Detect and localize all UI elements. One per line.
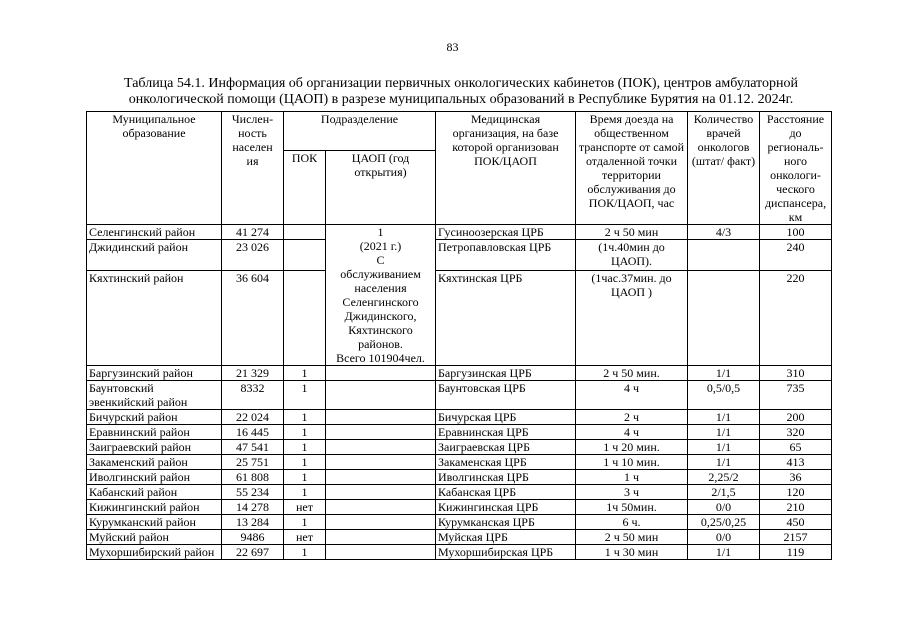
header-distance: Расстояние до региональ-ного онкологи-ческого диспансера, км bbox=[760, 112, 832, 225]
population-cell: 41 274 bbox=[222, 225, 284, 240]
population-cell: 22 697 bbox=[222, 545, 284, 560]
distance-cell: 200 bbox=[760, 410, 832, 425]
municipality-cell: Иволгинский район bbox=[87, 470, 222, 485]
doctors-cell: 1/1 bbox=[688, 366, 760, 381]
medical-org-cell: Бичурская ЦРБ bbox=[436, 410, 576, 425]
population-cell: 13 284 bbox=[222, 515, 284, 530]
distance-cell: 735 bbox=[760, 381, 832, 410]
municipality-cell: Курумканский район bbox=[87, 515, 222, 530]
travel-time-cell: (1час.37мин. до ЦАОП ) bbox=[576, 271, 688, 366]
caop-cell bbox=[326, 440, 436, 455]
distance-cell: 120 bbox=[760, 485, 832, 500]
distance-cell: 36 bbox=[760, 470, 832, 485]
medical-org-cell: Баргузинская ЦРБ bbox=[436, 366, 576, 381]
caop-cell bbox=[326, 425, 436, 440]
caop-cell bbox=[326, 530, 436, 545]
population-cell: 8332 bbox=[222, 381, 284, 410]
travel-time-cell: (1ч.40мин до ЦАОП). bbox=[576, 240, 688, 271]
caop-cell bbox=[326, 545, 436, 560]
header-row bbox=[87, 112, 832, 151]
medical-org-cell: Баунтовская ЦРБ bbox=[436, 381, 576, 410]
doctors-cell: 1/1 bbox=[688, 440, 760, 455]
distance-cell: 210 bbox=[760, 500, 832, 515]
header-travel-time: Время доезда на общественном транспорте от самой отдаленной точки территории обслуживания до ПОК/ЦАОП, час bbox=[576, 112, 688, 225]
pok-cell: 1 bbox=[284, 425, 326, 440]
table-row bbox=[87, 440, 832, 455]
travel-time-cell: 4 ч bbox=[576, 425, 688, 440]
municipality-cell: Селенгинский район bbox=[87, 225, 222, 240]
oncology-table bbox=[86, 111, 832, 560]
municipality-cell: Еравнинский район bbox=[87, 425, 222, 440]
pok-cell: 1 bbox=[284, 440, 326, 455]
table-row bbox=[87, 500, 832, 515]
doctors-cell: 4/3 bbox=[688, 225, 760, 240]
travel-time-cell: 2 ч 50 мин. bbox=[576, 366, 688, 381]
pok-cell bbox=[284, 271, 326, 366]
travel-time-cell: 2 ч 50 мин bbox=[576, 225, 688, 240]
population-cell: 36 604 bbox=[222, 271, 284, 366]
pok-cell: 1 bbox=[284, 515, 326, 530]
municipality-cell: Джидинский район bbox=[87, 240, 222, 271]
municipality-cell: Мухоршибирский район bbox=[87, 545, 222, 560]
table-row bbox=[87, 470, 832, 485]
doctors-cell: 0,5/0,5 bbox=[688, 381, 760, 410]
table-caption: Таблица 54.1. Информация об организации первичных онкологических кабинетов (ПОК), центров амбулаторной онкологической помощи (ЦАОП) в разрезе муниципальных образований в Республике Бурятия на 01.12. 2024г. bbox=[124, 76, 798, 107]
distance-cell: 2157 bbox=[760, 530, 832, 545]
population-cell: 25 751 bbox=[222, 455, 284, 470]
table-row bbox=[87, 455, 832, 470]
doctors-cell: 1/1 bbox=[688, 425, 760, 440]
population-cell: 9486 bbox=[222, 530, 284, 545]
medical-org-cell: Гусиноозерская ЦРБ bbox=[436, 225, 576, 240]
distance-cell: 100 bbox=[760, 225, 832, 240]
pok-cell bbox=[284, 240, 326, 271]
header-medical-org: Медицинская организация, на базе которой организован ПОК/ЦАОП bbox=[436, 112, 576, 225]
header-population: Числен- ность населен ия bbox=[222, 112, 284, 225]
distance-cell: 65 bbox=[760, 440, 832, 455]
travel-time-cell: 1 ч 20 мин. bbox=[576, 440, 688, 455]
distance-cell: 240 bbox=[760, 240, 832, 271]
medical-org-cell: Кижингинская ЦРБ bbox=[436, 500, 576, 515]
doctors-cell: 0/0 bbox=[688, 500, 760, 515]
pok-cell: 1 bbox=[284, 381, 326, 410]
medical-org-cell: Муйская ЦРБ bbox=[436, 530, 576, 545]
caop-cell: 1 (2021 г.) С обслуживанием населения Селенгинского Джидинского, Кяхтинского районов. Всего 101904чел. bbox=[326, 225, 436, 366]
table-row bbox=[87, 381, 832, 410]
medical-org-cell: Иволгинская ЦРБ bbox=[436, 470, 576, 485]
medical-org-cell: Петропавловская ЦРБ bbox=[436, 240, 576, 271]
municipality-cell: Баунтовский эвенкийский район bbox=[87, 381, 222, 410]
doctors-cell: 1/1 bbox=[688, 545, 760, 560]
main-rows bbox=[87, 366, 832, 560]
table-row bbox=[87, 366, 832, 381]
medical-org-cell: Кяхтинская ЦРБ bbox=[436, 271, 576, 366]
population-cell: 61 808 bbox=[222, 470, 284, 485]
population-cell: 23 026 bbox=[222, 240, 284, 271]
population-cell: 55 234 bbox=[222, 485, 284, 500]
doctors-cell: 2/1,5 bbox=[688, 485, 760, 500]
travel-time-cell: 3 ч bbox=[576, 485, 688, 500]
municipality-cell: Кабанский район bbox=[87, 485, 222, 500]
caop-cell bbox=[326, 366, 436, 381]
pok-cell: 1 bbox=[284, 485, 326, 500]
travel-time-cell: 1 ч 10 мин. bbox=[576, 455, 688, 470]
pok-cell: 1 bbox=[284, 410, 326, 425]
pok-cell: нет bbox=[284, 500, 326, 515]
municipality-cell: Заиграевский район bbox=[87, 440, 222, 455]
municipality-cell: Кижингинский район bbox=[87, 500, 222, 515]
caop-cell bbox=[326, 381, 436, 410]
travel-time-cell: 1 ч bbox=[576, 470, 688, 485]
distance-cell: 310 bbox=[760, 366, 832, 381]
doctors-cell: 2,25/2 bbox=[688, 470, 760, 485]
medical-org-cell: Курумканская ЦРБ bbox=[436, 515, 576, 530]
doctors-cell: 1/1 bbox=[688, 410, 760, 425]
table-row bbox=[87, 485, 832, 500]
table-row bbox=[87, 271, 832, 366]
travel-time-cell: 1 ч 30 мин bbox=[576, 545, 688, 560]
municipality-cell: Муйский район bbox=[87, 530, 222, 545]
distance-cell: 413 bbox=[760, 455, 832, 470]
doctors-cell: 1/1 bbox=[688, 455, 760, 470]
header-pok: ПОК bbox=[284, 150, 326, 224]
medical-org-cell: Заиграевская ЦРБ bbox=[436, 440, 576, 455]
municipality-cell: Кяхтинский район bbox=[87, 271, 222, 366]
distance-cell: 220 bbox=[760, 271, 832, 366]
pok-cell: нет bbox=[284, 530, 326, 545]
table-row bbox=[87, 410, 832, 425]
distance-cell: 320 bbox=[760, 425, 832, 440]
distance-cell: 119 bbox=[760, 545, 832, 560]
population-cell: 47 541 bbox=[222, 440, 284, 455]
caop-cell bbox=[326, 410, 436, 425]
doctors-cell: 0,25/0,25 bbox=[688, 515, 760, 530]
travel-time-cell: 2 ч 50 мин bbox=[576, 530, 688, 545]
medical-org-cell: Закаменская ЦРБ bbox=[436, 455, 576, 470]
header-subdivision: Подразделение bbox=[284, 112, 436, 151]
travel-time-cell: 6 ч. bbox=[576, 515, 688, 530]
pok-cell: 1 bbox=[284, 455, 326, 470]
table-row bbox=[87, 225, 832, 240]
caop-cell bbox=[326, 500, 436, 515]
population-cell: 14 278 bbox=[222, 500, 284, 515]
population-cell: 22 024 bbox=[222, 410, 284, 425]
medical-org-cell: Мухоршибирская ЦРБ bbox=[436, 545, 576, 560]
travel-time-cell: 2 ч bbox=[576, 410, 688, 425]
travel-time-cell: 1ч 50мин. bbox=[576, 500, 688, 515]
pok-cell: 1 bbox=[284, 470, 326, 485]
medical-org-cell: Еравнинская ЦРБ bbox=[436, 425, 576, 440]
table-row bbox=[87, 515, 832, 530]
page-number: 83 bbox=[446, 40, 459, 54]
doctors-cell bbox=[688, 271, 760, 366]
caop-cell bbox=[326, 485, 436, 500]
municipality-cell: Бичурский район bbox=[87, 410, 222, 425]
distance-cell: 450 bbox=[760, 515, 832, 530]
medical-org-cell: Кабанская ЦРБ bbox=[436, 485, 576, 500]
table-row bbox=[87, 425, 832, 440]
caop-cell bbox=[326, 455, 436, 470]
header-caop: ЦАОП (год открытия) bbox=[326, 150, 436, 224]
pok-cell: 1 bbox=[284, 366, 326, 381]
table-row bbox=[87, 530, 832, 545]
population-cell: 21 329 bbox=[222, 366, 284, 381]
municipality-cell: Баргузинский район bbox=[87, 366, 222, 381]
table-row bbox=[87, 545, 832, 560]
population-cell: 16 445 bbox=[222, 425, 284, 440]
travel-time-cell: 4 ч bbox=[576, 381, 688, 410]
pok-cell bbox=[284, 225, 326, 240]
doctors-cell bbox=[688, 240, 760, 271]
header-municipality: Муниципальное образование bbox=[87, 112, 222, 225]
caop-cell bbox=[326, 515, 436, 530]
table-row bbox=[87, 240, 832, 271]
header-doctors: Количество врачей онкологов (штат/ факт) bbox=[688, 112, 760, 225]
pok-cell: 1 bbox=[284, 545, 326, 560]
caop-cell bbox=[326, 470, 436, 485]
municipality-cell: Закаменский район bbox=[87, 455, 222, 470]
doctors-cell: 0/0 bbox=[688, 530, 760, 545]
